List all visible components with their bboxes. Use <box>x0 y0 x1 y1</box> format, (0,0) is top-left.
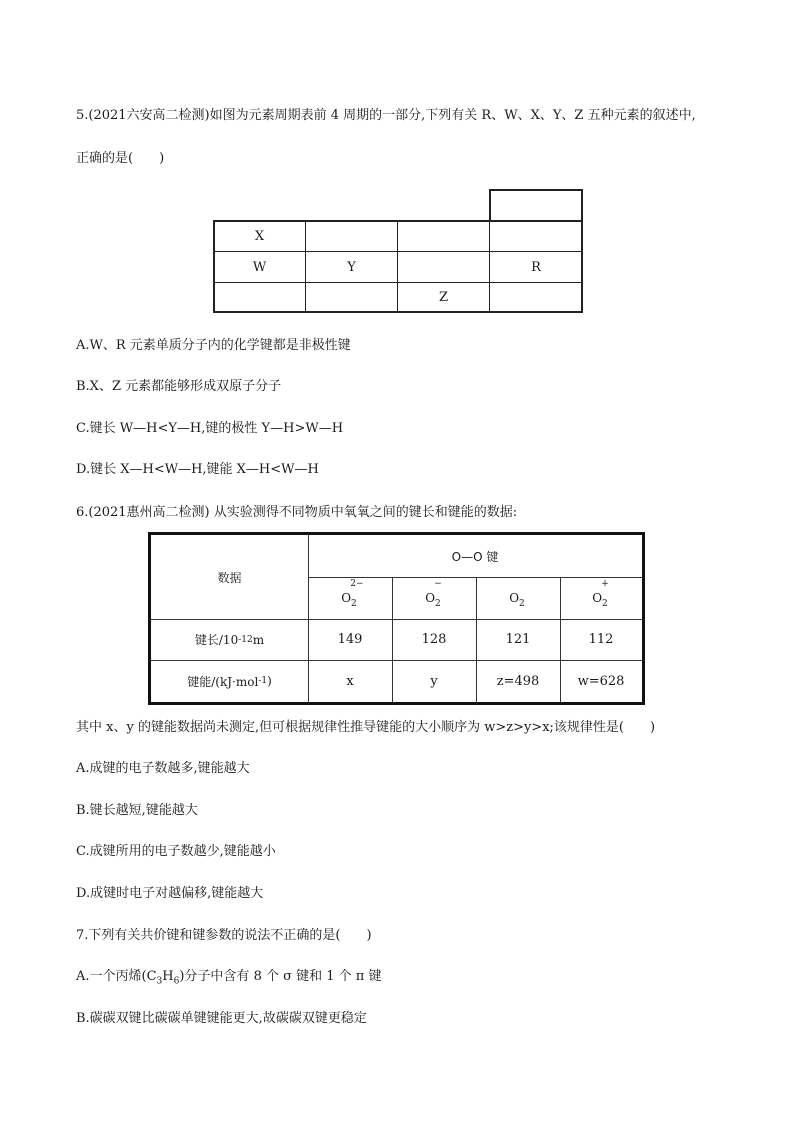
bond-length-value: 112 <box>588 632 614 647</box>
periodic-table-fragment <box>213 189 583 313</box>
species-peroxide: $O_2$ 2− <box>341 579 364 609</box>
header-data: 数据 <box>217 570 242 585</box>
question-7-stem: 7.下列有关共价键和键参数的说法不正确的是( ) <box>76 928 372 943</box>
bond-length-value: 121 <box>505 632 531 647</box>
bond-energy-value: x <box>346 673 354 689</box>
question-5-option-c: C.键长 W—H<Y—H,键的极性 Y—H>W—H <box>76 421 344 436</box>
row-label-bond-length: 键长/10 -12 m <box>194 632 265 647</box>
table-outline <box>213 220 583 313</box>
question-6-stem: 6.(2021惠州高二检测) 从实验测得不同物质中氧氧之间的键长和键能的数据: <box>76 505 518 520</box>
species-superoxide: $O_2$ − <box>425 579 442 609</box>
bond-energy-value: y <box>430 673 438 689</box>
element-x: X <box>213 220 306 252</box>
question-6-option-d: D.成键时电子对越偏移,键能越大 <box>76 886 264 901</box>
table-outline-top <box>489 189 583 222</box>
species-oxygen: $O_2$ <box>509 591 525 609</box>
question-7-option-b: B.碳碳双键比碳碳单键键能更大,故碳碳双键更稳定 <box>76 1011 367 1026</box>
question-5-stem: 5.(2021六安高二检测)如图为元素周期表前 4 周期的一部分,下列有关 R、W、X、Y、Z 五种元素的叙述中, <box>76 108 696 123</box>
question-6-prompt: 其中 x、y 的键能数据尚未测定,但可根据规律性推导键能的大小顺序为 w>z>y>x;该规律性是( ) <box>76 720 656 735</box>
question-6-option-c: C.成键所用的电子数越少,键能越小 <box>76 844 276 859</box>
element-y: Y <box>305 251 398 283</box>
species-dioxygenyl: $O_2$ + <box>592 579 609 609</box>
question-5-option-b: B.X、Z 元素都能够形成双原子分子 <box>76 379 282 394</box>
bond-length-value: 149 <box>337 632 363 647</box>
question-5-stem-end: 正确的是( ) <box>76 151 165 166</box>
bond-length-value: 128 <box>421 632 447 647</box>
question-5-option-d: D.键长 X—H<W—H,键能 X—H<W—H <box>76 462 319 477</box>
element-r: R <box>489 251 583 283</box>
header-oo-bond: O—O 键 <box>451 549 499 564</box>
row-label-bond-energy: 键能/(kJ·mol -1 ) <box>187 674 272 689</box>
question-5-option-a: A.W、R 元素单质分子内的化学键都是非极性键 <box>76 338 351 353</box>
element-w: W <box>213 251 306 283</box>
bond-data-table <box>148 532 645 705</box>
question-7-option-a: A.一个丙烯$(C_3H_6)$分子中含有 8 个 σ 键和 1 个 π 键 <box>76 969 382 987</box>
question-6-option-b: B.键长越短,键能越大 <box>76 803 198 818</box>
bond-energy-value: w=628 <box>577 673 625 689</box>
element-z: Z <box>397 282 490 313</box>
bond-energy-value: z=498 <box>496 673 540 689</box>
question-6-option-a: A.成键的电子数越多,键能越大 <box>76 761 250 776</box>
